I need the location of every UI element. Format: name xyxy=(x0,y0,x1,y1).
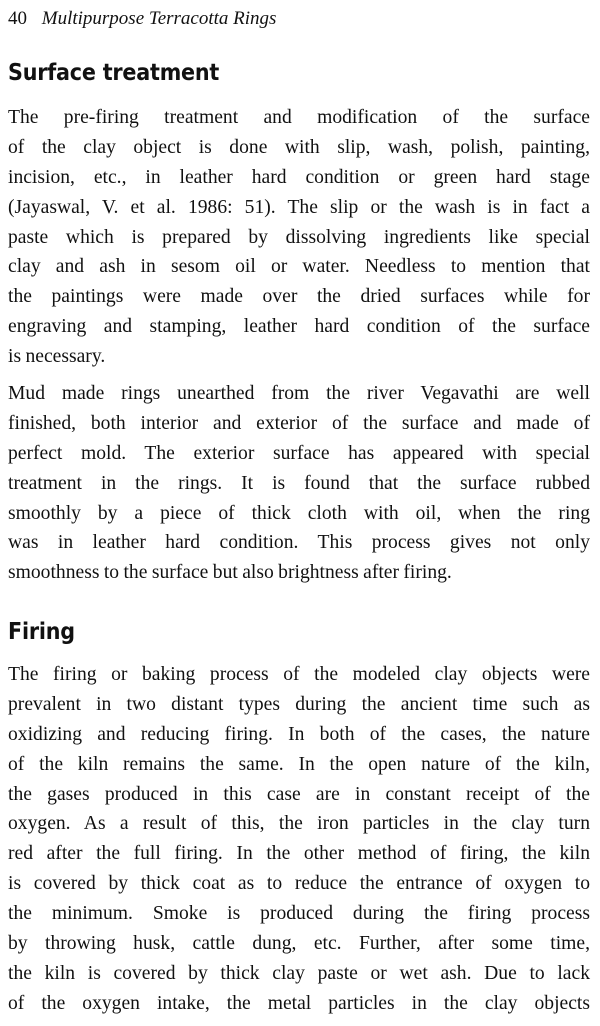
text-line: the minimum. Smoke is produced during the firing process xyxy=(8,903,590,925)
text-line: by throwing husk, cattle dung, etc. Further, after some time, xyxy=(8,933,590,955)
text-line: smoothly by a piece of thick cloth with oil, when the ring xyxy=(8,502,590,524)
paragraph-firing-1 xyxy=(8,660,590,1019)
text-line: of the oxygen intake, the metal particles in the clay objects xyxy=(8,992,590,1014)
text-line: The pre-firing treatment and modification of the surface xyxy=(8,107,590,128)
running-header xyxy=(8,7,276,31)
section-heading-firing: Firing xyxy=(8,619,75,645)
text-line: perfect mold. The exterior surface has appeared with special xyxy=(8,442,590,464)
text-line: clay and ash in sesom oil or water. Needless to mention that xyxy=(8,256,590,278)
page-number: 40 xyxy=(8,8,27,29)
text-line: red after the full firing. In the other method of firing, the kiln xyxy=(8,843,590,865)
text-line: prevalent in two distant types during the ancient time such as xyxy=(8,693,590,715)
text-line: was in leather hard condition. This process gives not only xyxy=(8,532,590,554)
text-line: the kiln is covered by thick clay paste or wet ash. Due to lack xyxy=(8,962,590,984)
text-line: Mud made rings unearthed from the river Vegavathi are well xyxy=(8,383,590,404)
text-line: of the clay object is done with slip, wash, polish, painting, xyxy=(8,136,590,158)
section-heading-surface-treatment: Surface treatment xyxy=(8,60,220,86)
paragraph-surface-treatment-2 xyxy=(8,379,590,588)
running-title: Multipurpose Terracotta Rings xyxy=(41,8,277,29)
text-line: smoothness to the surface but also brightness after firing. xyxy=(8,562,452,584)
text-line: finished, both interior and exterior of the surface and made of xyxy=(8,412,590,434)
text-line: paste which is prepared by dissolving ingredients like special xyxy=(8,226,590,248)
text-line: The firing or baking process of the modeled clay objects were xyxy=(8,664,590,685)
text-line: is covered by thick coat as to reduce the entrance of oxygen to xyxy=(8,873,590,895)
text-line: the gases produced in this case are in constant receipt of the xyxy=(8,783,590,805)
text-line: treatment in the rings. It is found that the surface rubbed xyxy=(8,472,590,494)
text-line: is necessary. xyxy=(8,346,106,368)
text-line: incision, etc., in leather hard condition or green hard stage xyxy=(8,166,590,188)
text-line: of the kiln remains the same. In the open nature of the kiln, xyxy=(8,753,590,775)
text-line: oxidizing and reducing firing. In both of the cases, the nature xyxy=(8,723,590,745)
text-line: engraving and stamping, leather hard condition of the surface xyxy=(8,316,590,338)
paragraph-surface-treatment-1 xyxy=(8,103,590,372)
text-line: the paintings were made over the dried surfaces while for xyxy=(8,286,590,308)
text-line: (Jayaswal, V. et al. 1986: 51). The slip or the wash is in fact a xyxy=(8,196,590,218)
text-line: oxygen. As a result of this, the iron particles in the clay turn xyxy=(8,813,590,835)
